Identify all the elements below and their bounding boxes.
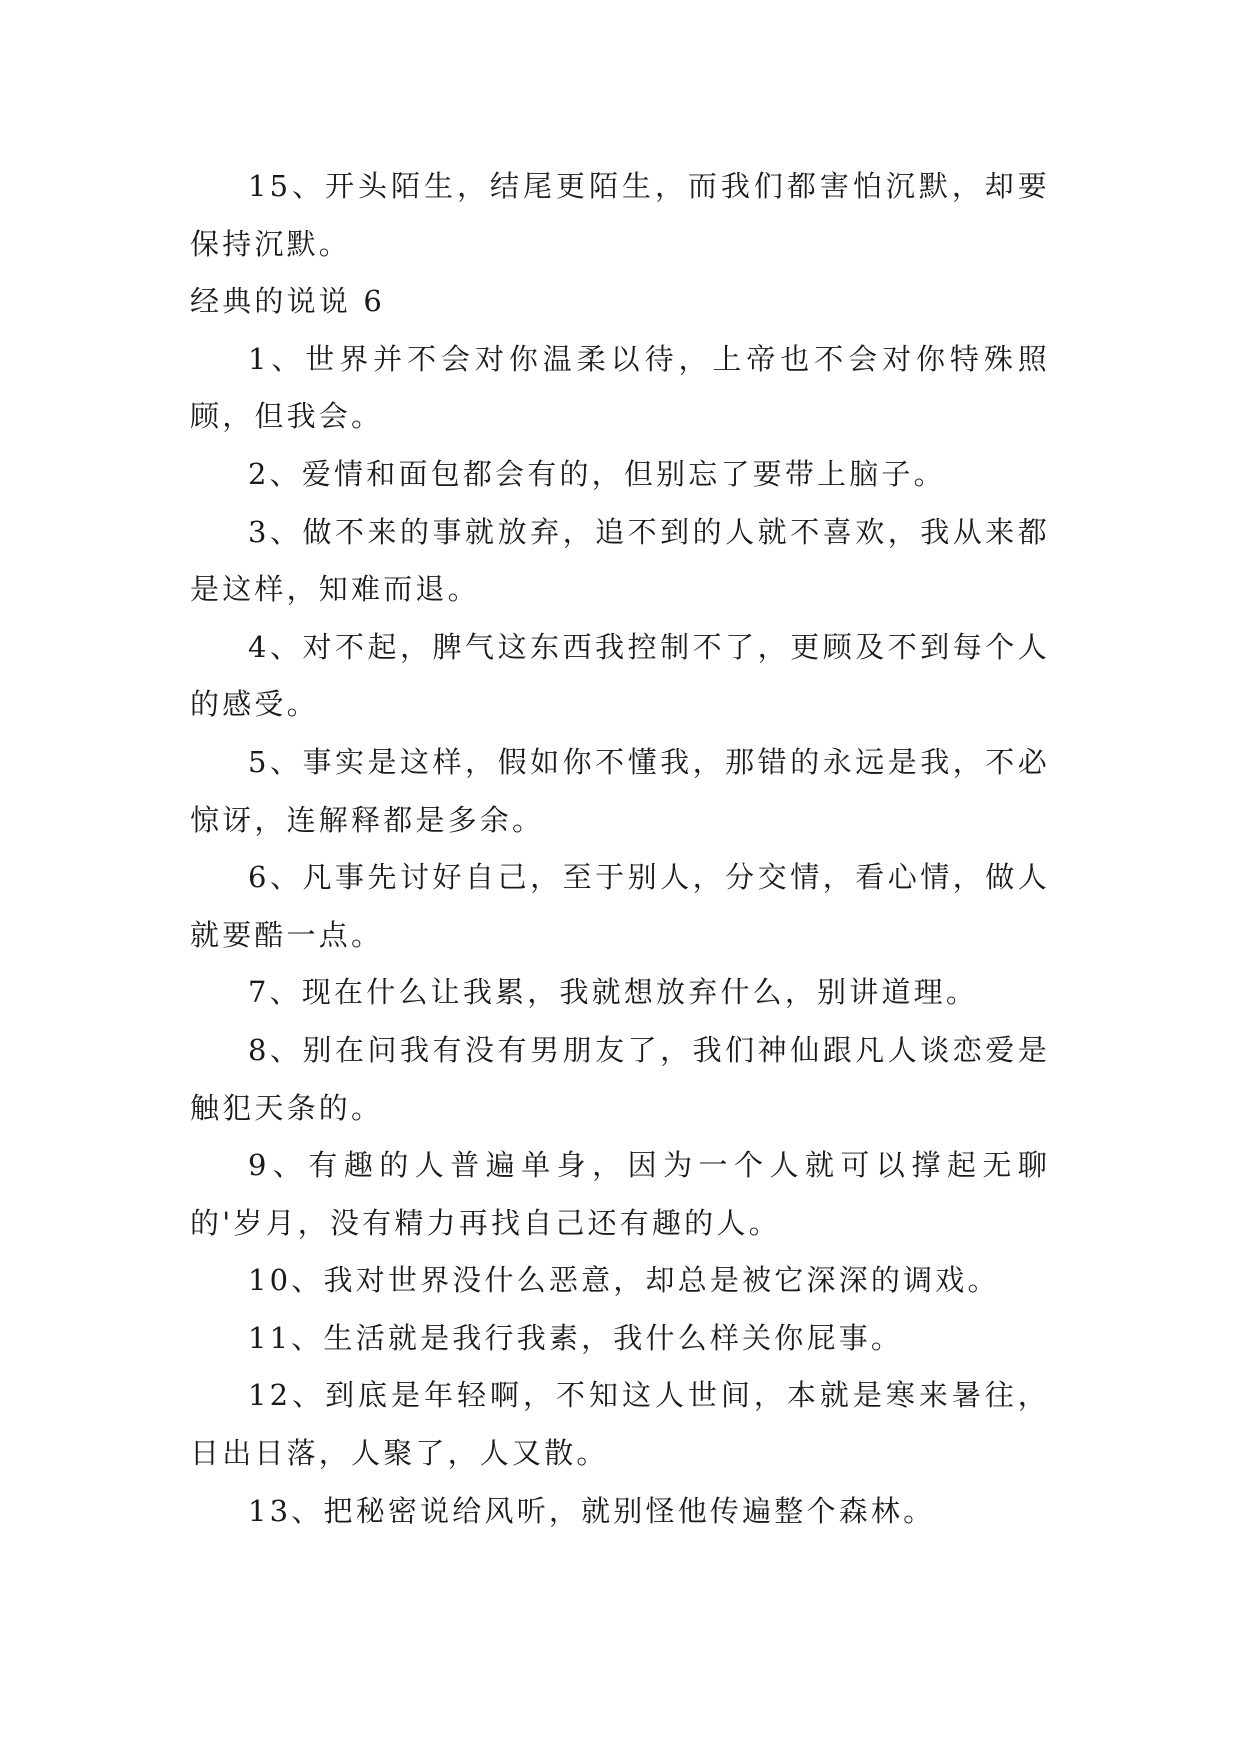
paragraph-item-9: 9、有趣的人普遍单身，因为一个人就可以撑起无聊的'岁月，没有精力再找自己还有趣的人。	[190, 1148, 1050, 1240]
section-heading: 经典的说说 6	[190, 284, 386, 319]
paragraph-item-8: 8、别在问我有没有男朋友了，我们神仙跟凡人谈恋爱是触犯天条的。	[190, 1032, 1050, 1125]
paragraph-item-6: 6、凡事先讨好自己，至于别人，分交情，看心情，做人就要酷一点。	[190, 860, 1050, 952]
paragraph-item-15: 15、开头陌生，结尾更陌生，而我们都害怕沉默，却要保持沉默。	[190, 169, 1050, 261]
paragraph-item-5: 5、事实是这样，假如你不懂我，那错的永远是我，不必惊讶，连解释都是多余。	[190, 744, 1050, 837]
paragraph-item-12: 12、到底是年轻啊，不知这人世间，本就是寒来暑往，日出日落，人聚了，人又散。	[190, 1378, 1050, 1471]
paragraph-item-10: 10、我对世界没什么恶意，却总是被它深深的调戏。	[248, 1263, 1000, 1298]
paragraph-item-2: 2、爱情和面包都会有的，但别忘了要带上脑子。	[248, 456, 946, 491]
paragraph-item-13: 13、把秘密说给风听，就别怪他传遍整个森林。	[248, 1493, 936, 1528]
paragraph-item-4: 4、对不起，脾气这东西我控制不了，更顾及不到每个人的感受。	[190, 629, 1050, 722]
paragraph-item-11: 11、生活就是我行我素，我什么样关你屁事。	[248, 1320, 904, 1355]
paragraph-item-7: 7、现在什么让我累，我就想放弃什么，别讲道理。	[248, 975, 979, 1010]
paragraph-item-1: 1、世界并不会对你温柔以待，上帝也不会对你特殊照顾，但我会。	[190, 341, 1050, 434]
paragraph-item-3: 3、做不来的事就放弃，追不到的人就不喜欢，我从来都是这样，知难而退。	[190, 514, 1050, 607]
document-body	[190, 158, 1050, 1540]
